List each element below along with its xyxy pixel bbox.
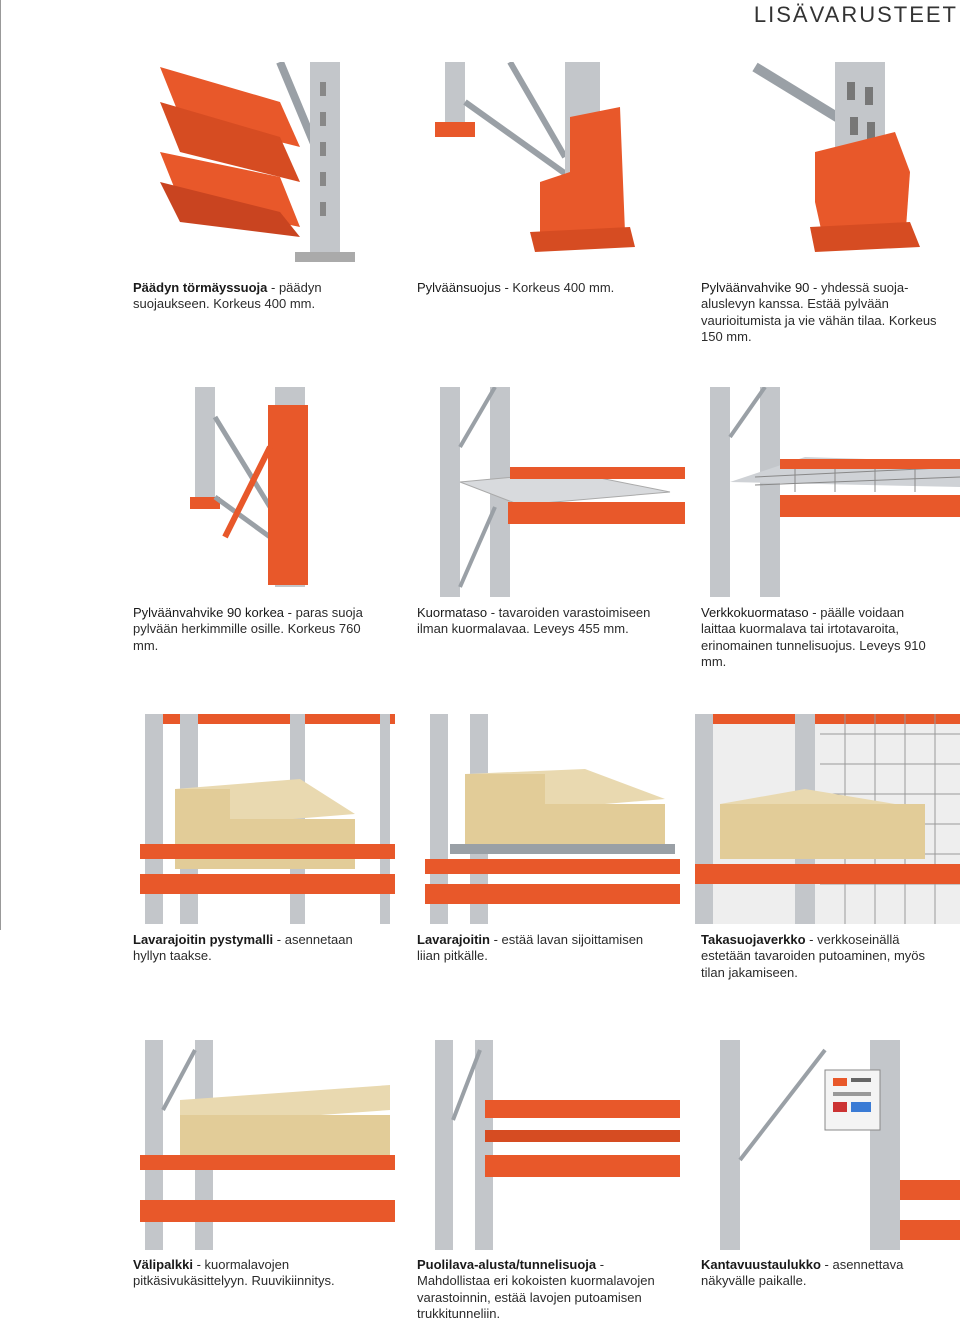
caption-mesh-load-deck <box>701 605 941 671</box>
caption-upright-reinforcement-90 <box>701 280 941 346</box>
back-safety-mesh-icon <box>695 714 960 924</box>
product-image-pallet-stop-vertical <box>140 714 395 924</box>
item-text: - Korkeus 400 mm. <box>500 280 615 295</box>
item-title: Lavarajoitin pystymalli <box>133 932 274 947</box>
intermediate-beam-icon <box>140 1040 395 1250</box>
caption-intermediate-beam <box>133 1257 373 1290</box>
product-image-upright-protector <box>420 62 685 272</box>
caption-upright-reinforcement-90-high <box>133 605 373 654</box>
mesh-load-deck-icon <box>695 387 960 597</box>
item-text: - asennettava näkyvälle paikalle. <box>701 1257 904 1289</box>
item-title: Pylväänvahvike 90 korkea <box>133 605 285 620</box>
caption-load-capacity-sign <box>701 1257 941 1290</box>
end-impact-guard-icon <box>130 62 395 272</box>
item-text: - paras suoja pylvään herkimmille osille. Korkeus 760 mm. <box>133 605 363 653</box>
item-title: Takasuojaverkko <box>701 932 806 947</box>
product-image-upright-reinforcement-90-high <box>130 387 395 597</box>
item-title: Välipalkki <box>133 1257 193 1272</box>
item-title: Kuormataso <box>417 605 488 620</box>
item-title: Pylväänsuojus <box>417 280 501 295</box>
item-title: Verkkokuormataso <box>701 605 809 620</box>
half-pallet-support-icon <box>425 1040 680 1250</box>
product-image-end-impact-guard <box>130 62 395 272</box>
caption-load-deck <box>417 605 657 638</box>
item-title: Lavarajoitin <box>417 932 490 947</box>
page-title: LISÄVARUSTEET <box>753 2 958 27</box>
item-title: Puolilava-alusta/tunnelisuoja <box>417 1257 597 1272</box>
caption-pallet-stop-vertical <box>133 932 373 965</box>
product-image-mesh-load-deck <box>695 387 960 597</box>
item-title: Kantavuustaulukko <box>701 1257 821 1272</box>
caption-end-impact-guard <box>133 280 373 313</box>
pallet-stop-icon <box>425 714 680 924</box>
item-text: - verkkoseinällä estetään tavaroiden putoaminen, myös tilan jakamiseen. <box>701 932 926 980</box>
item-text: - Mahdollistaa eri kokoisten kuormalavojen varastoinnin, estää lavojen putoamisen trukkitunneliin. <box>417 1257 655 1322</box>
load-capacity-sign-icon <box>695 1040 960 1250</box>
item-title: Päädyn törmäyssuoja <box>133 280 268 295</box>
product-image-load-capacity-sign <box>695 1040 960 1250</box>
product-image-pallet-stop <box>425 714 680 924</box>
item-text: - yhdessä suoja-aluslevyn kanssa. Estää pylvään vaurioitumista ja vie vähän tilaa. Korkeus 150 mm. <box>701 280 937 345</box>
left-edge-line <box>0 0 1 930</box>
upright-protector-icon <box>420 62 685 272</box>
item-text: - estää lavan sijoittamisen liian pitkälle. <box>417 932 644 964</box>
caption-half-pallet-support <box>417 1257 657 1323</box>
caption-pallet-stop <box>417 932 657 965</box>
upright-reinforcement-90-high-icon <box>130 387 395 597</box>
item-text: - tavaroiden varastoimiseen ilman kuormalavaa. Leveys 455 mm. <box>417 605 651 637</box>
caption-upright-protector <box>417 280 657 296</box>
product-image-upright-reinforcement-90 <box>695 62 960 272</box>
item-text: - päälle voidaan laittaa kuormalava tai irtotavaroita, erinomainen tunnelisuojus. Leveys 910 mm. <box>701 605 926 670</box>
product-image-half-pallet-support <box>425 1040 680 1250</box>
item-text: - kuormalavojen pitkäsivukäsittelyyn. Ruuvikiinnitys. <box>133 1257 335 1289</box>
item-text: - asennetaan hyllyn taakse. <box>133 932 353 964</box>
item-title: Pylväänvahvike 90 <box>701 280 810 295</box>
caption-back-safety-mesh <box>701 932 941 981</box>
product-image-load-deck <box>420 387 685 597</box>
product-image-intermediate-beam <box>140 1040 395 1250</box>
item-text: - päädyn suojaukseen. Korkeus 400 mm. <box>133 280 322 312</box>
upright-reinforcement-90-icon <box>695 62 960 272</box>
pallet-stop-vertical-icon <box>140 714 395 924</box>
product-image-back-safety-mesh <box>695 714 960 924</box>
load-deck-icon <box>420 387 685 597</box>
